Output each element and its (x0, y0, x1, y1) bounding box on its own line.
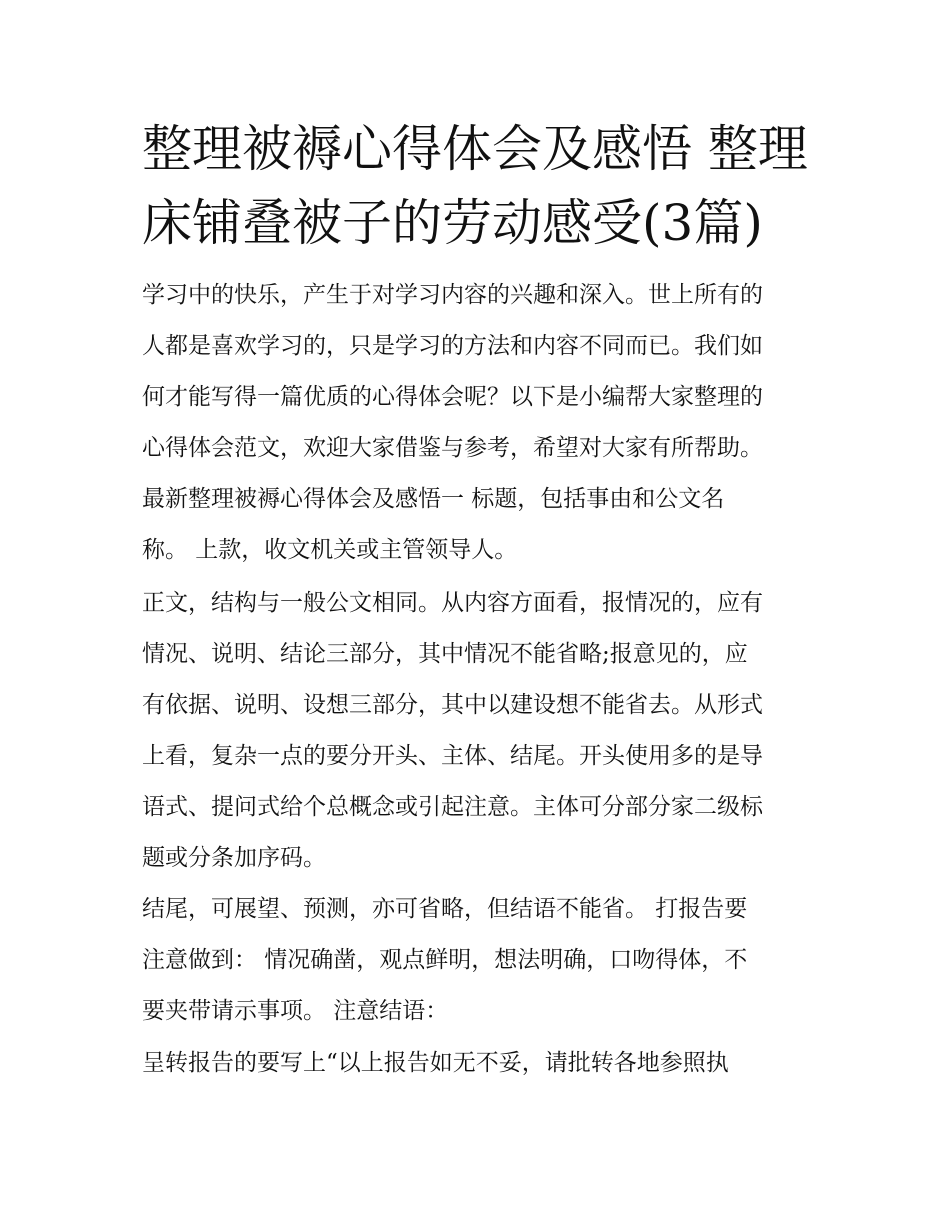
text-line: 情况、说明、结论三部分，其中情况不能省略;报意见的，应 (142, 641, 748, 667)
text-line: 有依据、说明、设想三部分，其中以建设想不能省去。从形式 (142, 692, 763, 718)
text-line: 人都是喜欢学习的，只是学习的方法和内容不同而已。我们如 (142, 333, 763, 359)
text-line: 结尾，可展望、预测，亦可省略，但结语不能省。 打报告要 (142, 896, 748, 922)
title-line-2: 床铺叠被子的劳动感受(3篇) (142, 194, 763, 252)
text-line: 最新整理被褥心得体会及感悟一 标题，包括事由和公文名 (142, 486, 725, 512)
text-line: 注意做到： 情况确凿，观点鲜明，想法明确，口吻得体，不 (142, 947, 748, 973)
paragraph-body (142, 578, 822, 884)
paragraph-ending (142, 884, 822, 1037)
text-line: 语式、提问式给个总概念或引起注意。主体可分部分家二级标 (142, 794, 763, 820)
document-title (142, 112, 822, 260)
text-line: 呈转报告的要写上“以上报告如无不妥，请批转各地参照执 (142, 1050, 729, 1076)
text-line: 要夹带请示事项。 注意结语： (142, 998, 449, 1024)
text-line: 上看，复杂一点的要分开头、主体、结尾。开头使用多的是导 (142, 743, 763, 769)
text-line: 题或分条加序码。 (142, 845, 326, 871)
text-line: 心得体会范文，欢迎大家借鉴与参考，希望对大家有所帮助。 (142, 435, 763, 461)
text-line: 正文，结构与一般公文相同。从内容方面看，报情况的，应有 (142, 590, 763, 616)
text-line: 学习中的快乐，产生于对学习内容的兴趣和深入。世上所有的 (142, 282, 763, 308)
text-line: 称。 上款，收文机关或主管领导人。 (142, 537, 518, 563)
paragraph-section-one (142, 474, 822, 576)
text-line: 何才能写得一篇优质的心得体会呢？以下是小编帮大家整理的 (142, 384, 763, 410)
paragraph-intro (142, 270, 822, 474)
paragraph-report (142, 1038, 822, 1089)
title-line-1: 整理被褥心得体会及感悟 整理 (142, 120, 808, 178)
